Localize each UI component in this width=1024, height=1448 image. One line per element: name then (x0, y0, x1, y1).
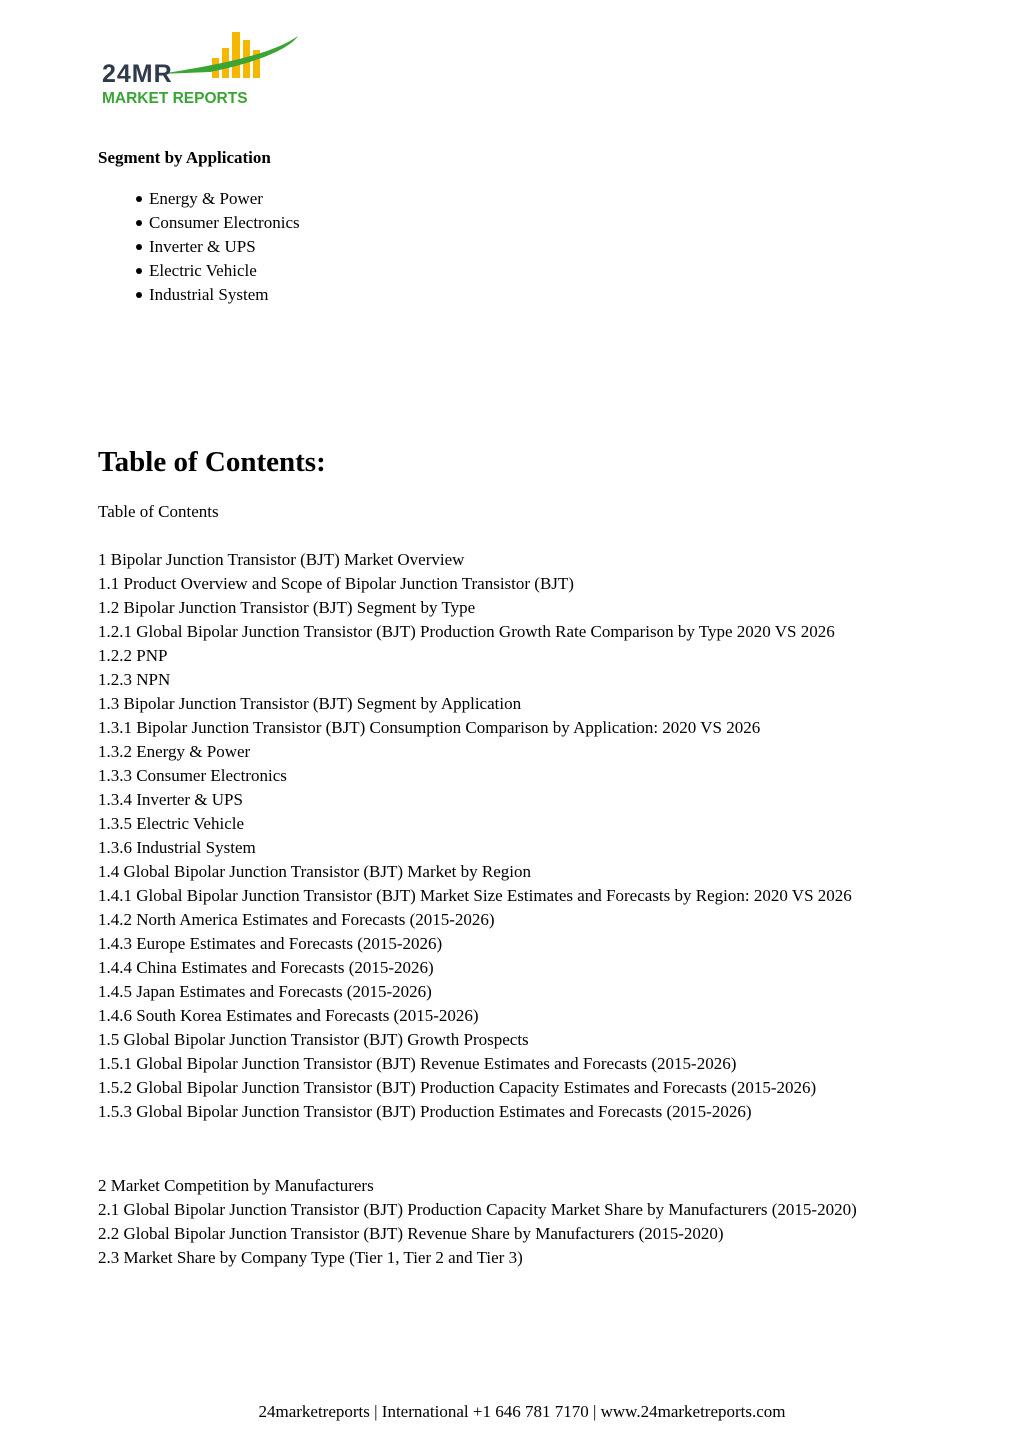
list-item-label: Industrial System (149, 285, 269, 304)
toc-entry: 1.5.2 Global Bipolar Junction Transistor (BJT) Production Capacity Estimates and Forecasts (2015-2026) (98, 1078, 817, 1097)
list-item (98, 283, 300, 307)
toc-entry: 1.4.4 China Estimates and Forecasts (2015-2026) (98, 958, 434, 977)
toc-entry: 1.3 Bipolar Junction Transistor (BJT) Segment by Application (98, 694, 522, 713)
bullet-icon (136, 244, 142, 250)
toc-entry: 1.5 Global Bipolar Junction Transistor (BJT) Growth Prospects (98, 1030, 529, 1049)
list-item-label: Electric Vehicle (149, 261, 257, 280)
toc-entry: 1.3.2 Energy & Power (98, 742, 251, 761)
toc-entry: 2.1 Global Bipolar Junction Transistor (BJT) Production Capacity Market Share by Manufacturers (2015-2020) (98, 1200, 857, 1219)
toc-entry: 1.3.4 Inverter & UPS (98, 790, 243, 809)
bullet-icon (136, 268, 142, 274)
segment-heading: Segment by Application (98, 148, 271, 167)
toc-entry: 2 Market Competition by Manufacturers (98, 1176, 374, 1195)
toc-entry: 1.4.1 Global Bipolar Junction Transistor (BJT) Market Size Estimates and Forecasts by Region: 2020 VS 2026 (98, 886, 852, 905)
logo-text-market-reports: MARKET REPORTS (102, 90, 248, 107)
bullet-icon (136, 196, 142, 202)
company-logo (100, 26, 310, 112)
toc-entry: 1.1 Product Overview and Scope of Bipolar Junction Transistor (BJT) (98, 574, 574, 593)
toc-entry: 1.2.1 Global Bipolar Junction Transistor (BJT) Production Growth Rate Comparison by Type 2020 VS 2026 (98, 622, 835, 641)
list-item (98, 187, 300, 211)
toc-entry: 2.2 Global Bipolar Junction Transistor (BJT) Revenue Share by Manufacturers (2015-2020) (98, 1224, 724, 1243)
list-item-label: Energy & Power (149, 189, 263, 208)
application-list (98, 187, 300, 307)
toc-entry: 1.3.3 Consumer Electronics (98, 766, 287, 785)
toc-entry: 1 Bipolar Junction Transistor (BJT) Market Overview (98, 550, 465, 569)
list-item-label: Inverter & UPS (149, 237, 256, 256)
toc-entry: 1.2 Bipolar Junction Transistor (BJT) Segment by Type (98, 598, 476, 617)
logo-text-24mr: 24MR (102, 60, 173, 88)
list-item (98, 259, 300, 283)
toc-entry: 1.3.5 Electric Vehicle (98, 814, 245, 833)
toc-entry: 1.4.5 Japan Estimates and Forecasts (2015-2026) (98, 982, 432, 1001)
toc-entry: 1.5.1 Global Bipolar Junction Transistor (BJT) Revenue Estimates and Forecasts (2015-2026) (98, 1054, 737, 1073)
toc-section-2 (98, 1174, 926, 1270)
bullet-icon (136, 220, 142, 226)
page-footer (0, 1400, 1024, 1424)
toc-entry: 1.4 Global Bipolar Junction Transistor (BJT) Market by Region (98, 862, 532, 881)
toc-entry: 1.2.3 NPN (98, 670, 171, 689)
bullet-icon (136, 292, 142, 298)
toc-entry: 1.3.1 Bipolar Junction Transistor (BJT) Consumption Comparison by Application: 2020 VS 2026 (98, 718, 761, 737)
toc-entry: 1.4.3 Europe Estimates and Forecasts (2015-2026) (98, 934, 443, 953)
toc-title: Table of Contents: (98, 446, 326, 478)
footer-contact: 24marketreports | International +1 646 781 7170 | www.24marketreports.com (258, 1402, 786, 1421)
list-item (98, 235, 300, 259)
toc-entry: 2.3 Market Share by Company Type (Tier 1, Tier 2 and Tier 3) (98, 1248, 523, 1267)
list-item (98, 211, 300, 235)
logo-bar-3 (232, 32, 240, 78)
toc-entry: 1.5.3 Global Bipolar Junction Transistor (BJT) Production Estimates and Forecasts (2015-2026) (98, 1102, 752, 1121)
toc-subtitle: Table of Contents (98, 502, 219, 521)
toc-entry: 1.4.2 North America Estimates and Forecasts (2015-2026) (98, 910, 495, 929)
toc-entry: 1.3.6 Industrial System (98, 838, 256, 857)
toc-entry: 1.4.6 South Korea Estimates and Forecasts (2015-2026) (98, 1006, 479, 1025)
list-item-label: Consumer Electronics (149, 213, 300, 232)
toc-section-1 (98, 548, 926, 1124)
toc-entry: 1.2.2 PNP (98, 646, 168, 665)
